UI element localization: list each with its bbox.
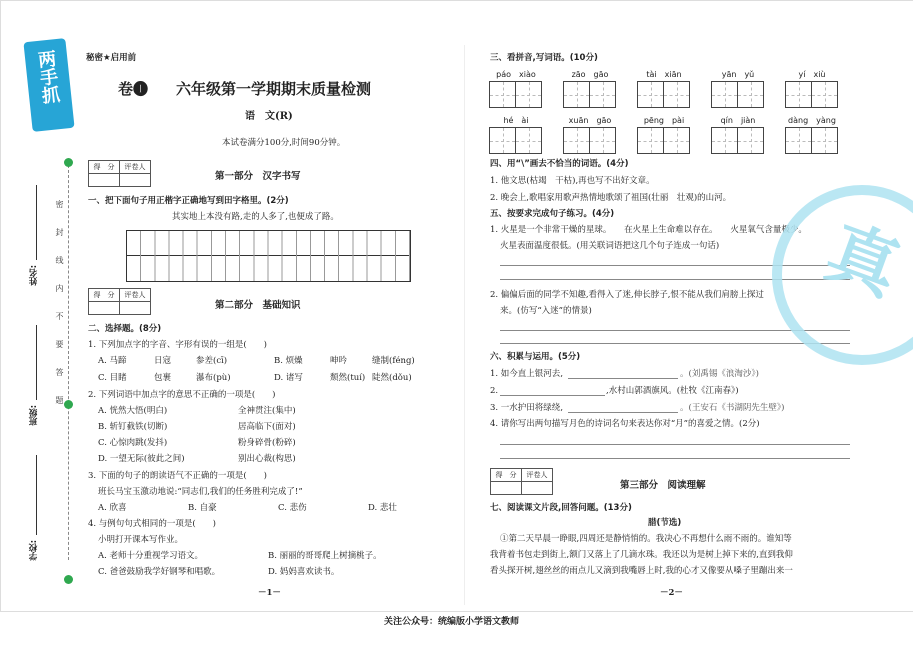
cell — [563, 81, 590, 108]
answer-cells[interactable] — [638, 81, 690, 108]
option-text: A. 马蹄 — [98, 356, 127, 366]
grader-cell: 评卷人 — [522, 469, 553, 482]
q2-2: 2. 下列词语中加点字的意思不正确的一项是( ) — [88, 390, 276, 400]
cell — [515, 127, 542, 154]
q5-title: 五、按要求完成句子练习。(4分) — [490, 209, 615, 219]
grader-input[interactable] — [522, 482, 553, 495]
answer-line[interactable] — [568, 378, 678, 379]
q2-4-c: C. 爸爸鼓励我学好钢琴和唱歌。 — [98, 567, 221, 577]
part1-heading: 第一部分 汉字书写 — [215, 171, 301, 182]
pinyin-label: zāo gāo — [571, 70, 609, 79]
q2-2-c1: C. 心惊肉跳(发抖) — [98, 438, 168, 448]
cell — [637, 81, 664, 108]
answer-cells[interactable] — [786, 127, 838, 154]
q5-2b: 来。(仿写“入迷”的情景) — [500, 306, 592, 316]
q3-title: 三、看拼音,写词语。(10分) — [490, 53, 598, 63]
q2-3: 3. 下面的句子的朗读语气不正确的一项是( ) — [88, 471, 267, 481]
q4-2: 2. 晚会上,歌唱家用歌声热情地歌颂了祖国(壮丽 壮观)的山河。 — [490, 193, 732, 203]
answer-line[interactable] — [500, 444, 850, 445]
q2-2-d2: 别出心裁(构思) — [238, 454, 296, 464]
school-line — [36, 455, 37, 535]
grader-input[interactable] — [120, 302, 151, 315]
score-input[interactable] — [89, 302, 120, 315]
binding-line — [68, 165, 69, 560]
cell — [811, 81, 838, 108]
page-number-left: －1－ — [258, 588, 281, 598]
cell — [711, 81, 738, 108]
q6-title: 六、积累与运用。(5分) — [490, 352, 581, 362]
pinyin-box — [564, 115, 616, 145]
school-label: 学校: — [29, 540, 39, 561]
q2-3-a: A. 欣喜 — [98, 503, 127, 513]
class-label: 班级: — [29, 405, 39, 426]
q4-1: 1. 他文思(枯竭 干枯),再也写不出好文章。 — [490, 176, 655, 186]
q2-title: 二、选择题。(8分) — [88, 324, 162, 334]
cell — [489, 81, 516, 108]
pinyin-label: tài xiān — [646, 70, 682, 79]
part2-heading: 第二部分 基础知识 — [215, 300, 301, 311]
page-number-right: －2－ — [660, 588, 683, 598]
secret-label: 秘密★启用前 — [86, 53, 137, 63]
stamp-char: 真 — [816, 210, 911, 312]
answer-cells[interactable] — [786, 81, 838, 108]
part1-question: 一、把下面句子用正楷字正确地写到田字格里。(2分) — [88, 196, 289, 206]
q6-2: 2. — [490, 386, 499, 396]
answer-cells[interactable] — [712, 127, 764, 154]
q2-1: 1. 下列加点字的字音、字形有误的一组是( ) — [88, 340, 267, 350]
answer-cells[interactable] — [490, 127, 542, 154]
name-label: 姓名: — [29, 265, 39, 286]
cell — [663, 81, 690, 108]
cell — [785, 81, 812, 108]
pinyin-label: xuān gāo — [568, 116, 612, 125]
pinyin-box — [712, 69, 764, 99]
q2-2-b2: 居高临下(面对) — [238, 422, 296, 432]
score-table-3 — [490, 468, 553, 495]
cell — [811, 127, 838, 154]
binding-dot-2 — [64, 400, 73, 409]
exam-title-prefix: 卷❶ — [118, 80, 149, 98]
pinyin-box — [638, 69, 690, 99]
option-text: 包裹 — [154, 373, 172, 383]
q2-3-d: D. 悲壮 — [368, 503, 397, 513]
exam-subtitle: 语 文(R) — [245, 111, 293, 122]
footer-follow: 关注公众号：统编版小学语文教师 — [384, 617, 520, 627]
exam-title: 六年级第一学期期末质量检测 — [176, 80, 372, 98]
reading-title: 腊(节选) — [648, 518, 682, 528]
score-input[interactable] — [491, 482, 522, 495]
answer-line[interactable] — [568, 412, 678, 413]
q2-4-b: B. 丽丽的哥哥爬上树摘桃子。 — [268, 551, 382, 561]
pinyin-box — [712, 115, 764, 145]
cell — [589, 81, 616, 108]
pinyin-box — [786, 69, 838, 99]
option-text: 缝制(féng) — [372, 356, 415, 366]
page-divider — [464, 45, 465, 605]
cell — [589, 127, 616, 154]
grader-cell: 评卷人 — [120, 161, 151, 174]
answer-cells[interactable] — [638, 127, 690, 154]
option-text: D. 诸写 — [274, 373, 303, 383]
pinyin-row-1 — [490, 69, 838, 99]
option-text: 瀑布(pù) — [196, 373, 231, 383]
q5-1b: 火星表面温度很低。(用关联词语把这几个句子连成一句话) — [500, 241, 720, 251]
part3-heading: 第三部分 阅读理解 — [620, 480, 706, 491]
class-line — [36, 325, 37, 400]
pinyin-box — [638, 115, 690, 145]
q5-2a: 2. 偏偏后面的同学不知趣,看得入了迷,伸长脖子,恨不能从我们肩膀上探过 — [490, 290, 764, 300]
logo-text: 两手抓 — [34, 48, 61, 105]
answer-line[interactable] — [500, 343, 850, 344]
q2-2-a2: 全神贯注(集中) — [238, 406, 296, 416]
answer-cells[interactable] — [564, 127, 616, 154]
q6-4: 4. 请你写出两句描写月色的诗词名句来表达你对“月”的喜爱之情。(2分) — [490, 419, 760, 429]
binding-dot-1 — [64, 158, 73, 167]
option-text: 颓然(tuí) — [330, 373, 366, 383]
cell — [785, 127, 812, 154]
answer-line[interactable] — [500, 395, 605, 396]
option-text: 陡然(dǒu) — [372, 373, 412, 383]
q2-3-b: B. 自豪 — [188, 503, 217, 513]
answer-cells[interactable] — [564, 81, 616, 108]
pinyin-label: yān yǔ — [721, 70, 755, 79]
grader-input[interactable] — [120, 174, 151, 187]
writing-grid[interactable] — [126, 230, 411, 282]
q6-3-source: 。(王安石《书湖阴先生壁》) — [680, 403, 785, 413]
q2-4: 4. 与例句句式相同的一项是( ) — [88, 519, 216, 529]
option-text: 呻吟 — [330, 356, 348, 366]
q2-4-d: D. 妈妈喜欢读书。 — [268, 567, 340, 577]
pinyin-box — [786, 115, 838, 145]
score-cell: 得 分 — [89, 289, 120, 302]
q6-3: 3. 一水护田将绿绕, — [490, 403, 564, 413]
cell — [663, 127, 690, 154]
option-text: 参差(cī) — [196, 356, 228, 366]
pinyin-label: dàng yàng — [788, 116, 836, 125]
pinyin-box — [490, 69, 542, 99]
pinyin-label: qín jiàn — [720, 116, 756, 125]
q7-title: 七、阅读课文片段,回答问题。(13分) — [490, 503, 632, 513]
q2-3-c: C. 悲伤 — [278, 503, 307, 513]
binding-dot-3 — [64, 575, 73, 584]
pinyin-box — [564, 69, 616, 99]
score-table-2 — [88, 288, 151, 315]
answer-cells[interactable] — [712, 81, 764, 108]
q2-2-d1: D. 一望无际(彼此之间) — [98, 454, 185, 464]
name-line — [36, 185, 37, 260]
pinyin-label: yí xiù — [798, 70, 826, 79]
q6-2-source: ,水村山郭酒旗风。(杜牧《江南春》) — [606, 386, 739, 396]
reading-line-2: 我背着书包走到街上,额门又落上了几滴水珠。我还以为是树上掉下来的,直到我仰 — [490, 550, 793, 560]
option-text: B. 烦燥 — [274, 356, 303, 366]
q2-2-b1: B. 斩钉截铁(切断) — [98, 422, 168, 432]
q5-1a: 1. 火星是一个非常干燥的星球。 在火星上生命难以存在。 火星氧气含量极少。 — [490, 225, 807, 235]
option-text: C. 目睹 — [98, 373, 127, 383]
score-table-1 — [88, 160, 151, 187]
reading-line-1: ①第二天早晨一睁眼,四周还是静悄悄的。我决心不再想什么雨不雨的。谁知等 — [500, 534, 792, 544]
q2-3-quote: 班长马宝玉激动地说:“同志们,我们的任务胜利完成了!” — [98, 487, 303, 497]
reading-line-3: 看头探开树,翅丝丝的雨点儿又滴到我嘴唇上时,我的心才又像要从嗓子里蹦出来一 — [490, 566, 793, 576]
grader-cell: 评卷人 — [120, 289, 151, 302]
answer-cells[interactable] — [490, 81, 542, 108]
cell — [489, 127, 516, 154]
q4-title: 四、用“\”画去不恰当的词语。(4分) — [490, 159, 629, 169]
q6-1-source: 。(刘禹锡《浪淘沙》) — [680, 369, 759, 379]
answer-line[interactable] — [500, 458, 850, 459]
option-text: 日寇 — [154, 356, 172, 366]
q6-1: 1. 如今直上银河去, — [490, 369, 564, 379]
seal-words: 密 封 线 内 不 要 答 题 — [55, 200, 64, 410]
cell — [563, 127, 590, 154]
q2-2-a1: A. 恍然大悟(明白) — [98, 406, 168, 416]
cell — [711, 127, 738, 154]
score-cell: 得 分 — [89, 161, 120, 174]
pinyin-label: pēng pài — [643, 116, 685, 125]
pinyin-label: hé ài — [503, 116, 529, 125]
pinyin-box — [490, 115, 542, 145]
exam-note: 本试卷满分100分,时间90分钟。 — [222, 138, 346, 148]
score-input[interactable] — [89, 174, 120, 187]
q2-4-a: A. 老师十分重视学习语文。 — [98, 551, 204, 561]
cell — [637, 127, 664, 154]
cell — [737, 127, 764, 154]
q2-2-c2: 粉身碎骨(粉碎) — [238, 438, 296, 448]
score-cell: 得 分 — [491, 469, 522, 482]
q2-4-example: 小明打开课本写作业。 — [98, 535, 184, 545]
pinyin-label: páo xiào — [496, 70, 536, 79]
pinyin-row-2 — [490, 115, 838, 145]
cell — [515, 81, 542, 108]
cell — [737, 81, 764, 108]
part1-sentence: 其实地上本没有路,走的人多了,也便成了路。 — [172, 212, 339, 222]
